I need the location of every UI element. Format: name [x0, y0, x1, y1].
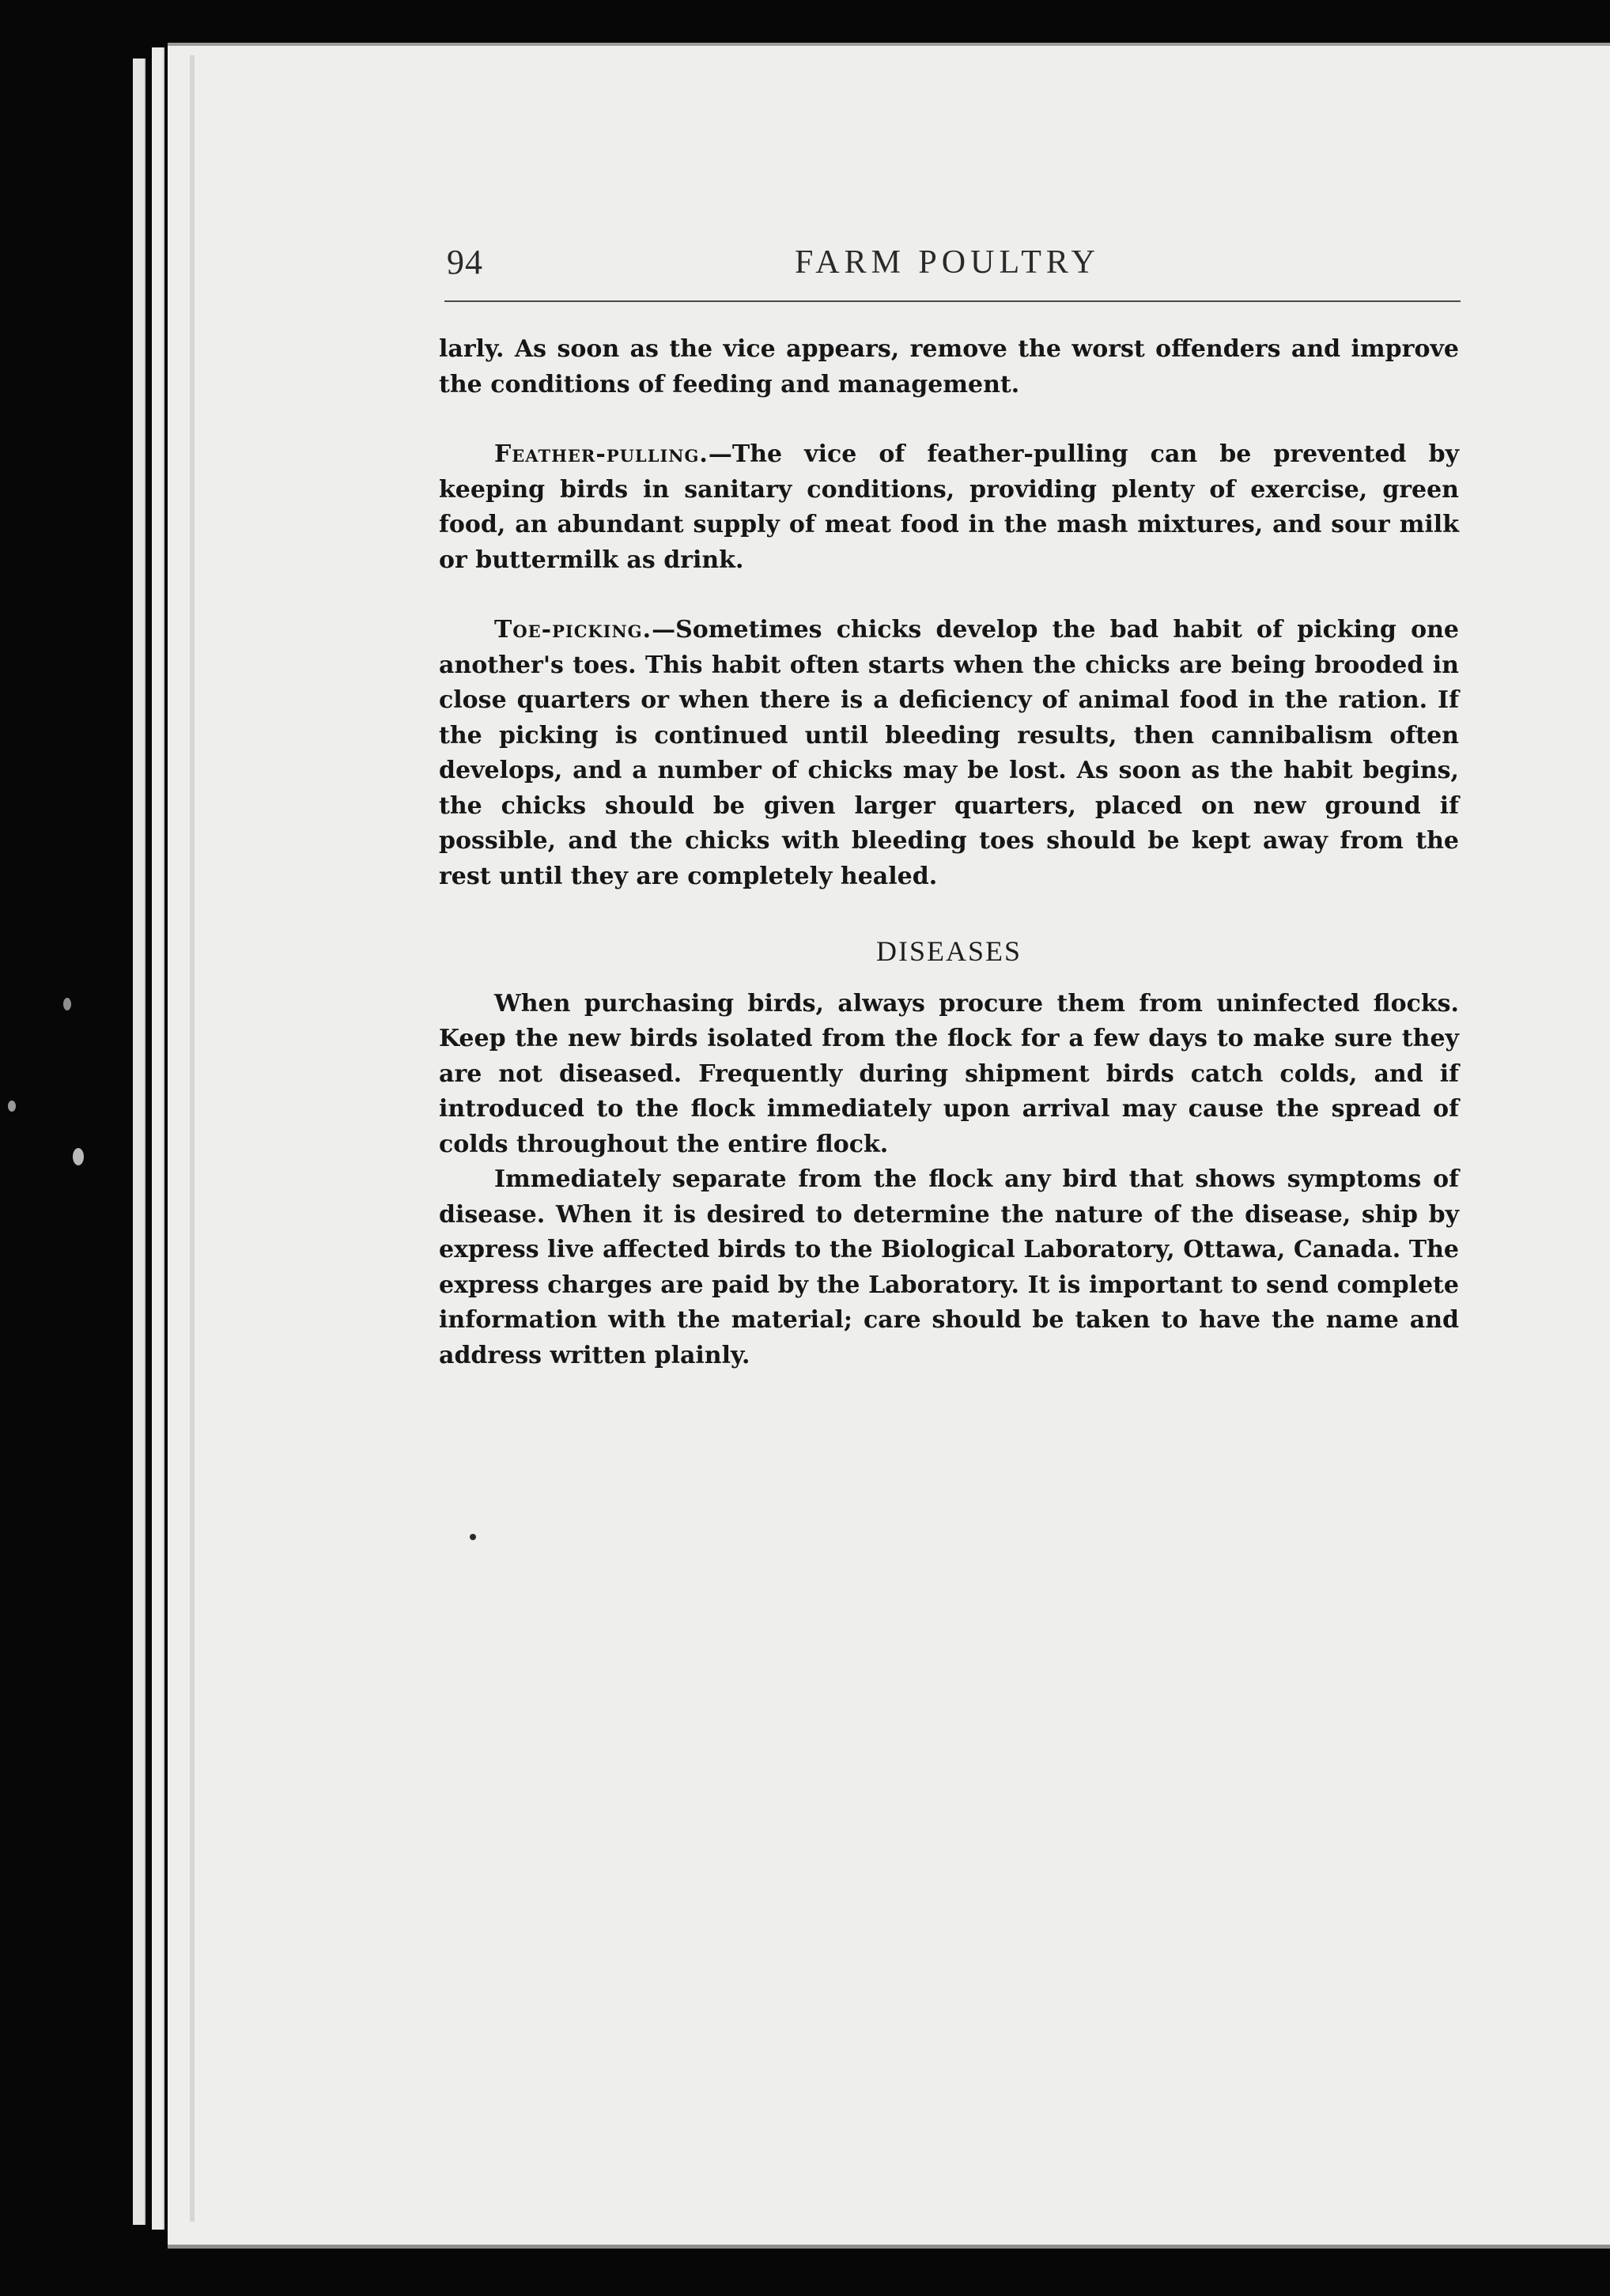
lead-in-feather-pulling: Feather-pulling. — [494, 440, 709, 468]
lead-in-toe-picking: Toe-picking. — [494, 616, 652, 644]
paragraph-separate: Immediately separate from the flock any bird that shows symptoms of disease. When it is desired to determine the nature of the disease, ship by express live affected birds to the Biological Laboratory, Ottawa, Canada. The express charges are paid by the Laboratory. It is important to send complete information with the material; care should be taken to have the name and address written plainly. — [439, 1165, 1459, 1369]
paragraph-toe-picking — [439, 613, 1459, 894]
scan-speck — [63, 998, 71, 1010]
book-title: FARM POULTRY — [795, 244, 1100, 281]
page-body — [439, 332, 1459, 1373]
scan-speck — [8, 1101, 16, 1112]
section-heading-diseases: DISEASES — [875, 935, 1022, 967]
header-rule — [444, 300, 1461, 302]
page-stack-edge — [133, 59, 146, 2225]
running-head — [447, 242, 1459, 289]
paragraph-text: —Sometimes chicks develop the bad habit of picking one another's toes. This habit often starts when the chicks are being brooded in close quarters or when there is a deficiency of animal food in the ration. If the picking is continued until bleeding results, then cannibalism often develops, and a number of chicks may be lost. As soon as the habit begins, the chicks should be given larger quarters, placed on new ground if possible, and the chicks with bleeding toes should be kept away from the rest until they are completely healed. — [439, 616, 1459, 890]
paragraph-purchasing: When purchasing birds, always procure them from uninfected flocks. Keep the new birds isolated from the flock for a few days to make sure they are not diseased. Frequently during shipment birds catch colds, and if introduced to the flock immediately upon arrival may cause the spread of colds throughout the entire flock. — [439, 989, 1459, 1158]
scan-speck — [470, 1534, 476, 1540]
paragraph-continued: larly. As soon as the vice appears, remove the worst offenders and improve the conditions of feeding and management. — [439, 335, 1459, 398]
scan-speck — [73, 1148, 84, 1165]
paragraph-text: —The vice of feather-pulling can be prevented by keeping birds in sanitary conditions, providing plenty of exercise, green food, an abundant supply of meat food in the mash mixtures, and sour milk or buttermilk as drink. — [439, 440, 1459, 574]
paragraph-feather-pulling — [439, 437, 1459, 578]
page-number: 94 — [447, 243, 483, 281]
page-stack-edge — [152, 47, 164, 2230]
page-gutter — [190, 55, 195, 2222]
